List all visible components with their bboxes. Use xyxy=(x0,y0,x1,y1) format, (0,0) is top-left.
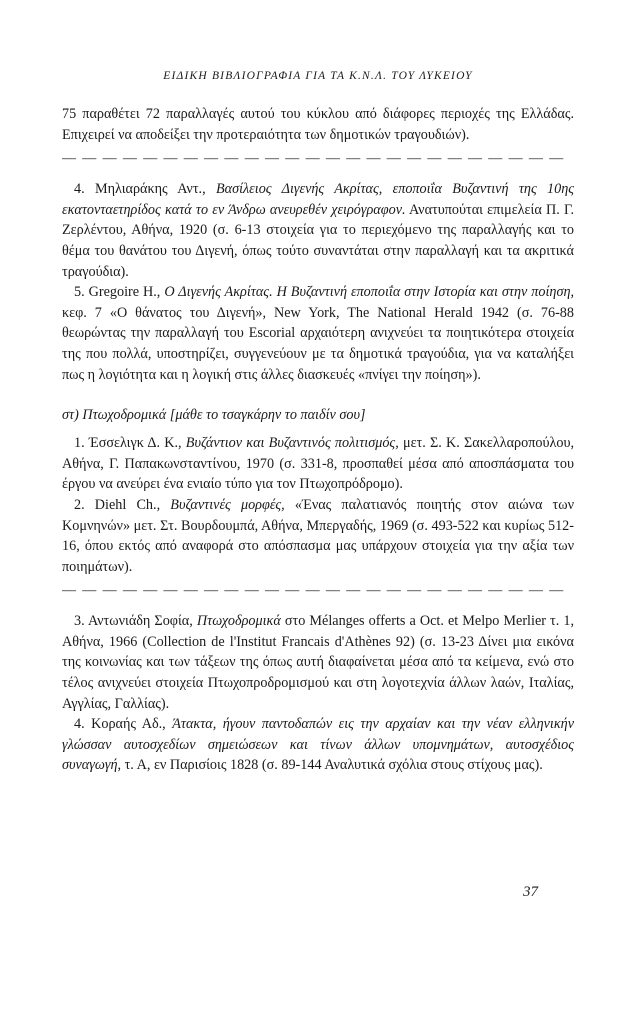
entry-author: Gregoire H., xyxy=(88,284,161,301)
entry-author: Αντωνιάδη Σοφία, xyxy=(87,613,193,630)
bib-entry-4 xyxy=(62,179,574,282)
entry-details: Ανατυπούται επιμελεία Π. Γ. Ζερλέντου, Αθήνα, 1920 (σ. 6-13 στοιχεία για το περιεχόμενο της παραλλαγής και το θέμα του θανάτου του Διγενή, όπως τούτο συναντάται στην παραλλαγή και τα ακριτικά τραγούδια). xyxy=(62,201,574,280)
entry-author: Μηλιαράκης Αντ., xyxy=(94,181,206,198)
entry-title: Βασίλειος Διγενής Ακρίτας, εποποιΐα Βυζαντινή της 10ης εκατονταετηρίδος κατά το εν Άνδρω ανευρεθέν χειρόγραφον. xyxy=(62,181,575,218)
running-head: ΕΙΔΙΚΗ ΒΙΒΛΙΟΓΡΑΦΙΑ ΓΙΑ ΤΑ Κ.Ν.Λ. ΤΟΥ ΛΥΚΕΙΟΥ xyxy=(163,70,473,82)
bib-entry-s3 xyxy=(62,611,574,714)
intro-paragraph: 75 παραθέτει 72 παραλλαγές αυτού του κύκλου από διάφορες περιοχές της Ελλάδας. Επιχειρεί να αποδείξει την προτεραιότητα των δημοτικών τραγουδιών). xyxy=(62,106,574,143)
entry-author: Diehl Ch., xyxy=(94,496,161,513)
page-body xyxy=(62,70,574,776)
entry-author: Κοραής Αδ., xyxy=(91,716,166,733)
entry-details: μετ. Σ. Κ. Σακελλαροπούλου, Αθήνα, Γ. Παπακωνσταντίνου, 1970 (σ. 331-8, προσπαθεί μέσα από αποσπάσματα του έργου να ανεύρει ένα ενιαίο τύπο για τον Πτωχοπρόδρομο). xyxy=(62,435,575,493)
section-heading: στ) Πτωχοδρομικά [μάθε το τσαγκάρην το παιδίν σου] xyxy=(62,407,366,424)
entry-number: 1. xyxy=(74,435,85,452)
entry-details: τ. Α, εν Παρισίοις 1828 (σ. 89-144 Αναλυτικά σχόλια στους στίχους μας). xyxy=(124,757,543,774)
entry-title: Άτακτα, ήγουν παντοδαπών εις την αρχαίαν και την νέαν ελληνικήν γλώσσαν αυτοσχεδίων σημειώσεων και τίνων άλλων υπομνημάτων, αυτοσχέδιος συναγωγή, xyxy=(62,716,575,774)
entry-number: 5. xyxy=(74,284,85,301)
entry-number: 3. xyxy=(74,613,85,630)
entry-number: 4. xyxy=(74,716,85,733)
bib-entry-s2 xyxy=(62,495,574,577)
entry-details: «Ένας παλατιανός ποιητής στον αιώνα των Κομνηνών» μετ. Στ. Βουρδουμπά, Αθήνα, Μπεργαδής, 1969 (σ. 493-522 και κυρίως 512-16, όπου εκτός από αναφορά στο απόσπασμα μας υπάρχουν στοιχεία για την αξία των ποιημάτων). xyxy=(62,496,575,575)
entry-number: 2. xyxy=(74,496,85,513)
entry-title: Ο Διγενής Ακρίτας. Η Βυζαντινή εποποιΐα στην Ιστορία και στην ποίηση, xyxy=(164,284,575,301)
bib-entry-5 xyxy=(62,282,574,385)
entry-title: Βυζαντινές μορφές, xyxy=(170,496,285,513)
entry-author: Έσσελιγκ Δ. Κ., xyxy=(88,435,182,452)
entry-title: Πτωχοδρομικά xyxy=(196,613,281,630)
entry-number: 4. xyxy=(74,181,85,198)
entry-details: στο Mélanges offerts a Oct. et Melpo Merlier τ. 1, Αθήνα, 1966 (Collection de l'Institut Francais d'Athènes 92) (σ. 13-23 Δίνει μια εικόνα της κοινωνίας και των τάξεων της όπως αυτή διαφαίνεται μέσα από τα κείμενα, ενώ στο τέλος ανιχνεύει στοιχεία Πτωχοπροδρομισμού και στη λογοτεχνία άλλων λαών, Ιταλίας, Αγγλίας, Γαλλίας). xyxy=(62,613,575,712)
entry-details: κεφ. 7 «Ο θάνατος του Διγενή», New York, The National Herald 1942 (σ. 76-88 θεωρώντας την παραλλαγή του Escorial αρχαιότερη ανιχνεύει τα ποιητικότερα στοιχεία της που πολλά, υποστηρίζει, συγγενεύουν με τα δημοτικά τραγούδια, για να καταλήξει πως η λογιότητα και η λογική στις άλλες διασκευές «πνίγει την ποίηση»). xyxy=(62,304,574,383)
bib-entry-s1 xyxy=(62,433,574,495)
section-separator: — — — — — — — — — — — — — — — — — — — — — — — — — xyxy=(62,583,565,599)
entry-title: Βυζάντιον και Βυζαντινός πολιτισμός, xyxy=(185,435,399,452)
section-separator: — — — — — — — — — — — — — — — — — — — — — — — — — xyxy=(62,151,565,167)
bib-entry-s4 xyxy=(62,714,574,776)
page-number: 37 xyxy=(523,884,538,900)
